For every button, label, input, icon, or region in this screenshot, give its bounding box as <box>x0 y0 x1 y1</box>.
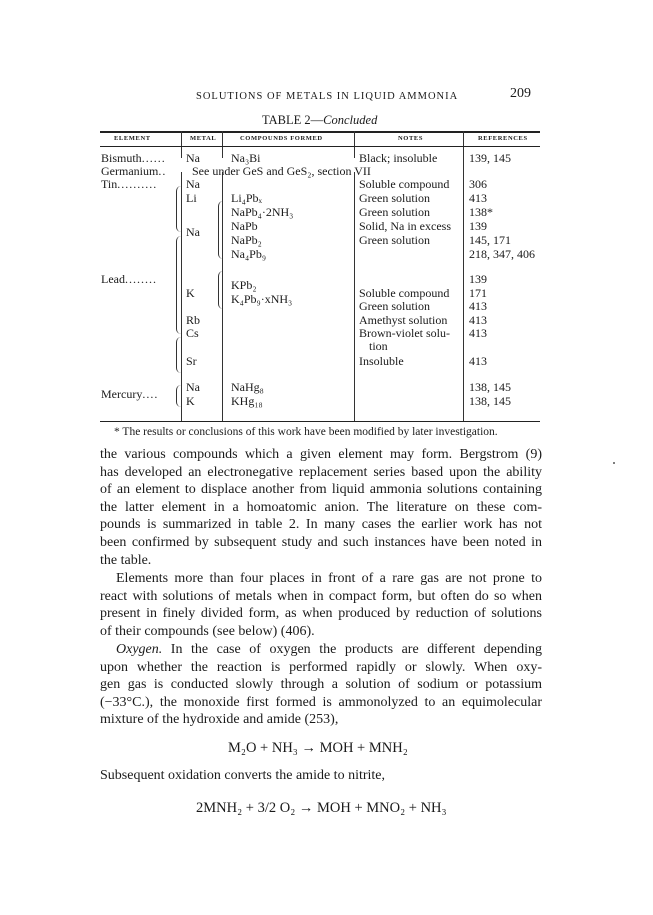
compound-formula: Na₄Pb₉ <box>231 247 267 261</box>
text-line: Elements more than four places in front of a rare gas are not prone to <box>116 571 542 586</box>
text-line: react with solutions of metals when in compact form, but often do so when <box>100 588 542 604</box>
chemical-equation: M₂O + NH₃ → MOH + MNH₂ <box>228 740 408 756</box>
reference-numbers: 139, 145 <box>469 151 511 165</box>
table-caption <box>262 113 377 128</box>
body-paragraph <box>100 641 542 729</box>
element-brace <box>176 385 181 407</box>
element-brace <box>176 186 181 232</box>
table-footnote: * The results or conclusions of this work have been modified by later investigation. <box>114 426 498 438</box>
metal-symbol: Sr <box>186 354 197 368</box>
text-line: gen gas is conducted slowly through a solution of sodium or potassium <box>100 677 542 693</box>
metal-symbol: Cs <box>186 326 199 340</box>
column-header-compounds: COMPOUNDS FORMED <box>240 135 323 142</box>
column-header-element: ELEMENT <box>114 135 151 142</box>
running-head: SOLUTIONS OF METALS IN LIQUID AMMONIA <box>196 91 459 102</box>
compound-formula: NaPb₄·2NH₃ <box>231 205 294 219</box>
table-caption-suffix: Concluded <box>323 113 378 127</box>
compound-formula: NaPb₂ <box>231 233 262 247</box>
note-text: Green solution <box>359 299 430 313</box>
note-text: Black; insoluble <box>359 151 438 165</box>
text-line: mixture of the hydroxide and amide (253), <box>100 712 339 728</box>
reference-numbers: 413 <box>469 313 487 327</box>
text-line: of an element to displace another from liquid ammonia solutions containing <box>100 482 542 498</box>
compound-formula: NaPb <box>231 219 258 233</box>
note-text: Amethyst solution <box>359 313 448 327</box>
table-caption-prefix: TABLE 2— <box>262 113 324 127</box>
text-line: the table. <box>100 552 152 568</box>
reference-numbers: 413 <box>469 191 487 205</box>
metal-symbol: Rb <box>186 313 201 327</box>
element-name: Bismuth...... <box>101 151 166 165</box>
reference-numbers: 413 <box>469 299 487 313</box>
text-line: of their compounds (see below) (406). <box>100 623 315 639</box>
element-name: Mercury.... <box>101 387 159 401</box>
column-header-references: REFERENCES <box>478 135 528 142</box>
column-divider <box>222 147 223 158</box>
metal-brace <box>218 201 223 259</box>
compound-formula: KHg₁₈ <box>231 394 263 408</box>
chemical-equation: 2MNH₂ + 3/2 O₂ → MOH + MNO₂ + NH₃ <box>196 800 447 816</box>
note-text: Soluble compound <box>359 286 450 300</box>
element-name: Tin.......... <box>101 177 158 191</box>
text-line: the latter element in a homoatomic anion. The literature on these com- <box>100 499 542 515</box>
table-header-rule <box>100 146 540 147</box>
column-divider <box>222 131 223 146</box>
metal-symbol: Na <box>186 151 200 165</box>
column-divider <box>463 131 464 146</box>
column-divider <box>354 172 355 421</box>
column-divider <box>181 172 182 421</box>
text-line: Subsequent oxidation converts the amide to nitrite, <box>100 768 385 783</box>
note-text: Green solution <box>359 233 430 247</box>
reference-numbers: 145, 171 <box>469 233 511 247</box>
text-line: present in finely divided form, as when produced by reduction of solutions <box>100 606 542 622</box>
reference-numbers: 138* <box>469 205 493 219</box>
element-name: Germanium.. <box>101 164 167 178</box>
element-brace <box>176 236 181 334</box>
body-paragraph <box>100 767 542 785</box>
element-name: Lead........ <box>101 272 157 286</box>
reference-numbers: 171 <box>469 286 487 300</box>
column-divider <box>463 147 464 421</box>
compound-formula: KPb₂ <box>231 278 257 292</box>
metal-symbol: Na <box>186 380 200 394</box>
compound-formula: Li₄Pbₓ <box>231 191 263 205</box>
column-header-notes: NOTES <box>398 135 424 142</box>
reference-numbers: 413 <box>469 326 487 340</box>
text-line: pounds is summarized in table 2. In many cases the earlier work has not <box>100 517 542 533</box>
metal-symbol: Na <box>186 225 200 239</box>
metal-brace <box>218 271 223 309</box>
column-divider <box>354 147 355 158</box>
reference-numbers: 413 <box>469 354 487 368</box>
note-text: Green solution <box>359 205 430 219</box>
note-text: Solid, Na in excess <box>359 219 451 233</box>
metal-symbol: Na <box>186 177 200 191</box>
page-number: 209 <box>510 86 531 101</box>
spanning-note: See under GeS and GeS₂, section VII <box>192 164 371 178</box>
note-text: Insoluble <box>359 354 404 368</box>
text-line: upon whether the reaction is performed rapidly or slowly. When oxy- <box>100 659 542 675</box>
metal-symbol: Li <box>186 191 197 205</box>
stray-mark <box>613 462 615 464</box>
column-divider <box>181 131 182 146</box>
column-divider <box>354 131 355 146</box>
body-paragraph <box>100 570 542 640</box>
column-divider <box>181 147 182 158</box>
metal-symbol: K <box>186 286 195 300</box>
column-header-metal: METAL <box>190 135 217 142</box>
text-line: been confirmed by subsequent study and such instances have been noted in <box>100 534 542 550</box>
reference-numbers: 138, 145 <box>469 380 511 394</box>
body-paragraph <box>100 446 542 569</box>
section-title-oxygen: Oxygen. <box>116 642 163 657</box>
text-line: (−33°C.), the monoxide first formed is ammonolyzed to an equimolecular <box>100 694 542 710</box>
reference-numbers: 139 <box>469 219 487 233</box>
metal-symbol: K <box>186 394 195 408</box>
reference-numbers: 138, 145 <box>469 394 511 408</box>
reference-numbers: 139 <box>469 272 487 286</box>
text-line: the various compounds which a given element may form. Bergstrom (9) <box>100 447 542 462</box>
reference-numbers: 306 <box>469 177 487 191</box>
compound-formula: NaHg₈ <box>231 380 264 394</box>
text-line: has developed an electronegative replacement series based upon the ability <box>100 464 542 480</box>
note-text: Soluble compound <box>359 177 450 191</box>
reference-numbers: 218, 347, 406 <box>469 247 535 261</box>
table-top-rule <box>100 131 540 133</box>
note-text-continuation: tion <box>369 339 388 353</box>
element-brace <box>176 337 181 373</box>
compound-formula: Na₃Bi <box>231 151 261 165</box>
note-text: Brown-violet solu- <box>359 326 450 340</box>
note-text: Green solution <box>359 191 430 205</box>
compound-formula: K₄Pb₉·xNH₃ <box>231 292 293 306</box>
table-bottom-rule <box>100 421 540 422</box>
text-line: Oxygen. In the case of oxygen the products are different depending <box>116 642 542 657</box>
